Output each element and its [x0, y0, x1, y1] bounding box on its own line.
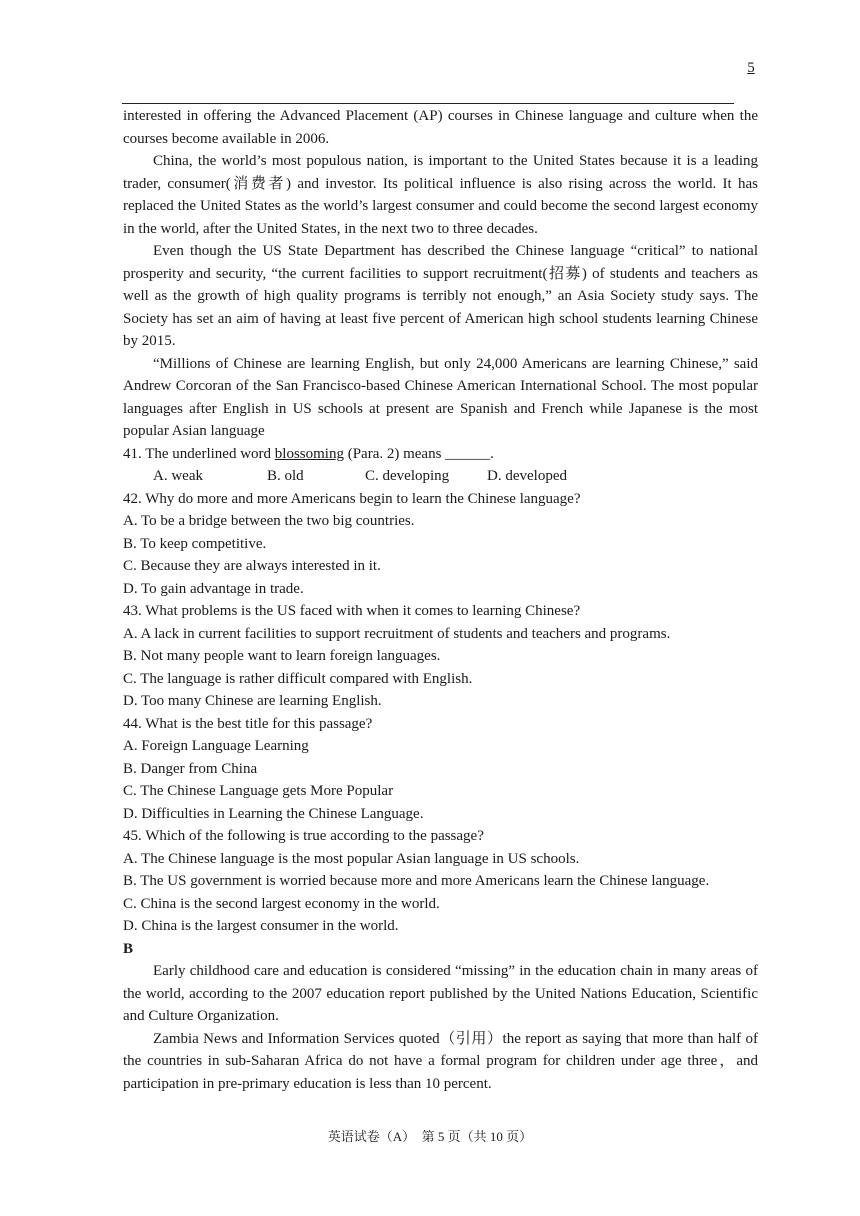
option-c: C. China is the second largest economy in the world. [123, 895, 440, 912]
question-44: 44. What is the best title for this passage? [123, 715, 373, 732]
option-b: B. old [267, 468, 304, 484]
passage-a-paragraph-2: China, the world’s most populous nation, is important to the United States because it is a leading trader, consumer(消费者) and investor. Its political influence is also rising across the world. It has replaced the United States as the world’s largest consumer and could become the second largest economy in the world, after the United States, in the next two to three decades. [123, 153, 758, 237]
option-c: C. developing [365, 468, 450, 484]
option-d: D. developed [487, 468, 567, 484]
passage-b-paragraph-2: Zambia News and Information Services quoted（引用）the report as saying that more than half of the countries in sub-Saharan Africa do not have a formal program for children under age three，and participation in pre-primary education is less than 10 percent. [123, 1030, 758, 1092]
question-41 [123, 443, 758, 466]
question-43: 43. What problems is the US faced with when it comes to learning Chinese? [123, 603, 581, 619]
question-41-prefix: 41. The underlined word [123, 445, 275, 462]
passage-b-paragraph-1: Early childhood care and education is considered “missing” in the education chain in many areas of the world, according to the 2007 education report published by the United Nations Education, Scientific and Culture Organization. [123, 963, 758, 1024]
page-footer: 英语试卷（A） 第 5 页（共 10 页） [327, 1129, 533, 1144]
option-b: B. The US government is worried because more and more Americans learn the Chinese language. [123, 873, 710, 889]
option-d: D. Difficulties in Learning the Chinese Language. [123, 805, 424, 822]
passage-a-paragraph-3: Even though the US State Department has described the Chinese language “critical” to national prosperity and security, “the current facilities to support recruitment(招募) of students and teachers as well as the growth of high quality programs is terribly not enough,” an Asia Society study says. The Society has set an aim of having at least five percent of American high school students learning Chinese by 2015. [123, 243, 758, 349]
option-d: D. China is the largest consumer in the world. [123, 918, 399, 934]
option-d: D. To gain advantage in trade. [123, 580, 304, 597]
question-42: 42. Why do more and more Americans begin to learn the Chinese language? [123, 490, 581, 507]
header-rule [122, 103, 734, 104]
option-a: A. weak [153, 468, 203, 484]
option-b: B. To keep competitive. [123, 535, 267, 552]
option-c: C. The Chinese Language gets More Popular [123, 783, 394, 799]
option-d: D. Too many Chinese are learning English. [123, 693, 382, 709]
page-number: 5 [747, 60, 755, 76]
section-b-heading: B [123, 940, 134, 957]
option-c: C. The language is rather difficult compared with English. [123, 670, 473, 687]
option-a: A. Foreign Language Learning [123, 738, 309, 754]
option-c: C. Because they are always interested in it. [123, 558, 381, 574]
option-b: B. Not many people want to learn foreign languages. [123, 648, 441, 664]
passage-a-paragraph-4: “Millions of Chinese are learning English, but only 24,000 Americans are learning Chinese,” said Andrew Corcoran of the San Francisco-based Chinese American International School. The most popular languages after English in US schools at present are Spanish and French while Japanese is the most popular Asian language [123, 355, 758, 439]
question-41-suffix: (Para. 2) means ______. [343, 445, 494, 462]
underlined-word: blossoming [274, 445, 344, 462]
option-a: A. The Chinese language is the most popular Asian language in US schools. [123, 850, 580, 867]
page-content [123, 105, 758, 1095]
question-45: 45. Which of the following is true according to the passage? [123, 828, 484, 844]
option-b: B. Danger from China [123, 760, 258, 777]
passage-a-paragraph-1: interested in offering the Advanced Placement (AP) courses in Chinese language and culture when the courses become available in 2006. [123, 108, 758, 147]
question-41-options [153, 465, 758, 488]
option-a: A. To be a bridge between the two big countries. [123, 513, 415, 529]
option-a: A. A lack in current facilities to support recruitment of students and teachers and programs. [123, 625, 671, 642]
